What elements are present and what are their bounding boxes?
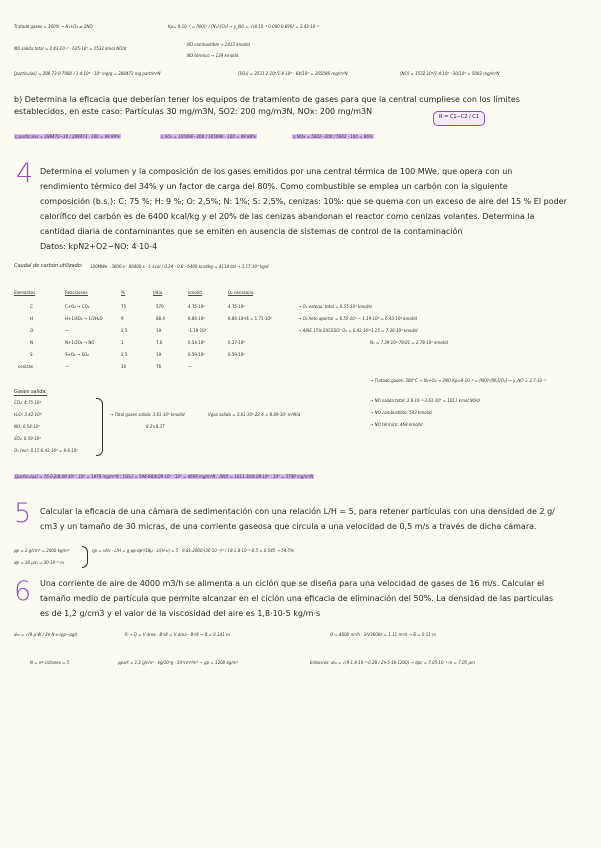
no-termico: → NO térmico: 468 kmol/d: [370, 422, 423, 427]
table-row-c-k: 4.75·10⁴: [188, 304, 205, 309]
table-row-h-o2: 6.84·10⁴/4 = 1.71·10⁴: [228, 316, 272, 321]
q4-line-4: calorífico del carbón es de 6400 kcal/kg y el 20% de las cenizas abandonan el reactor como cenizas volantes. Determina la: [40, 212, 535, 221]
table-row-c-pct: 75: [121, 304, 127, 309]
gases-total: → Total gases salida: 3.61·10⁵ kmol/d: [110, 412, 185, 417]
gas-o2-exceso: O₂ (ex): 0.15·6.43·10⁴ = 9.6·10³: [14, 448, 78, 453]
gas-h2o: H₂O: 3.42·10⁴: [14, 412, 42, 417]
caudal-value: 100MWe · 3600 s · 86400 s · 1 kcal / 0.34 · 0.8 · 6400 kcal/kg = 4118 t/d → 3.17·10⁶ kg/d: [90, 264, 269, 269]
efficiency-particles-text: η partículas = 288473−30 / 288473 · 100 = 99.99%: [15, 134, 120, 139]
gases-volume: Vgas salida = 3.61·10⁵·22.4 = 8.09·10⁶ m³N/d: [208, 412, 301, 417]
table-row-c-t: 570: [156, 304, 164, 309]
q4-line-6: Datos: kpN2+O2−NO: 4·10-4: [40, 242, 158, 251]
top-line-2b1: NO combustible → 1413 kmol/d: [187, 42, 250, 47]
table-row-ash-rx: —: [65, 364, 69, 369]
table-row-s-el: S: [30, 352, 33, 357]
table-header-o2: O₂ necesario: [228, 290, 254, 295]
gases-salida-label: Gases salida:: [14, 389, 48, 395]
efficiency-nox-text: η NOx = 5002−200 / 5002 · 100 = 96%: [293, 134, 373, 139]
tratado-gases: → Tratado gases: 300°C → N₂+O₂ → 2NO Kp=4·10⁻⁴ = [NO]²/[N₂][O₂] → y_NO = 2.7·10⁻³: [370, 378, 546, 383]
table-row-h-pct: 9: [121, 316, 124, 321]
top-line-1b: Kp= 4·10⁻² = [NO]² / [N₂]·[O₂] → y_NO = √(4·10⁻²·0.060·0.690) = 2.43·10⁻²: [168, 24, 319, 29]
table-row-h-el: H: [30, 316, 34, 321]
top-line-3c: [NO] = 1532·10⁸/1·4·10⁸ · 30/10³ = 5002 mg/m³N: [400, 71, 500, 76]
o2-stoich: → O₂ estequ. total = 6.55·10⁴ kmol/d: [298, 304, 372, 309]
table-row-ash-el: cenizas: [18, 364, 33, 369]
top-line-3b: [SO₂] = 3531·2·10⁸/1·4·10⁸ · 64/10³ = 165096 mg/m³N: [238, 71, 348, 76]
q4-line-5: cantidad diaria de contaminantes que se emiten en ausencia de sistemas de control de la contaminación: [40, 227, 463, 236]
q5-dp: dp = 30 μm = 30·10⁻⁶ m: [14, 560, 65, 565]
table-row-s-rx: S+O₂ → SO₂: [65, 352, 89, 357]
table-header-kmold: kmol/d: [188, 290, 202, 295]
table-row-c-rx: C+O₂ → CO₂: [65, 304, 90, 309]
efficiency-nox: [292, 134, 374, 139]
table-row-h-t: 68.4: [156, 316, 165, 321]
table-row-o-pct: 2.5: [121, 328, 128, 333]
question-4-number: 4: [16, 158, 34, 189]
table-row-h-k: 6.84·10⁴: [188, 316, 205, 321]
q6-flow: Q = 4000 m³/h · 1h/3600s = 1.11 m³/s → B = 0.11 m: [330, 632, 436, 637]
gas-co2: CO₂: 4.75·10⁴: [14, 400, 42, 405]
o2-net: → O₂ neto aportar = 6.55·10⁴ − 1.19·10³ = 6.43·10⁴ kmol/d: [298, 316, 417, 321]
gas-no: NO: 0.54·10³: [14, 424, 40, 429]
efficiency-formula-box: R = C1−C2 / C1: [433, 111, 485, 126]
table-row-s-pct: 2.5: [121, 352, 128, 357]
efficiency-particles: [14, 134, 121, 139]
no-combustible: → NO combustible: 543 kmol/d: [370, 410, 432, 415]
table-row-o-k: -1.19·10³: [188, 328, 207, 333]
q6-density: ρpart = 1.2 g/cm³ · kg/10³g · 10⁶cm³/m³ → ρp = 1200 kg/m³: [118, 660, 239, 665]
table-row-n-k: 0.54·10³: [188, 340, 205, 345]
q6-line-1: Una corriente de aire de 4000 m3/h se alimenta a un ciclón que se diseña para una velocidad de gases de 16 m/s. Calcular el: [40, 579, 545, 588]
q5-rho: ρp = 2 g/cm³ = 2000 kg/m³: [14, 548, 70, 553]
q6-line-3: es de 1,2 g/cm3 y el valor de la viscosidad del aire es 1,8·10-5 kg/m·s: [40, 609, 321, 618]
q4-line-1: Determina el volumen y la composición de los gases emitidos por una central térmica de 100 MWe, que opera con un: [40, 167, 513, 176]
top-line-3: [partículas] = 288·73·0.7900 / 1·4·10⁸ · 10⁶ mg/g = 288473 mg part/m³N: [14, 71, 161, 76]
q6-line-2: tamaño medio de partícula que permite alcanzar en el ciclón una eficacia de eliminación del 50%. La densidad de las partículas: [40, 594, 554, 603]
q5-brace: [82, 546, 88, 568]
table-row-s-k: 0.59·10³: [188, 352, 205, 357]
table-header-elementos: Elementos: [14, 290, 36, 295]
top-line-2a: NO salida total = 2.43·10⁻² · 625·10⁶ = 1532 kmol NO/d: [14, 46, 127, 51]
table-row-o-el: O: [30, 328, 34, 333]
table-row-ash-t: 76: [156, 364, 162, 369]
table-row-n-o2: 0.27·10³: [228, 340, 245, 345]
question-5-number: 5: [14, 498, 32, 529]
gases-brace: [96, 398, 103, 456]
table-row-s-t: 19: [156, 352, 162, 357]
table-row-n-t: 7.6: [156, 340, 163, 345]
table-row-n-pct: 1: [121, 340, 124, 345]
q5-line-1: Calcular la eficacia de una cámara de sedimentación con una relación L/H = 5, para retener partículas con una densidad de 2 g/: [40, 507, 555, 516]
q6-area: R → Q = V·área · B²/4 = V·área · B²/4 → B = 0.141 m: [125, 632, 230, 637]
top-line-1a: Tratado gases = 300% → N₂+O₂ ⇌ 2NO: [14, 24, 93, 29]
q5-efficiency: ηp = vt/v · L/H = g·ρp·dp²/18μ · L/(H·v) = 5 · 9.81·2000·(30·10⁻⁶)² / 18·1.8·10⁻⁵·0.5 = 0.545 → 54.5%: [92, 548, 294, 553]
table-row-c-el: C: [30, 304, 33, 309]
efficiency-so2-text: η SO₂ = 165096−200 / 165096 · 100 = 99.88%: [161, 134, 257, 139]
n2-amount: N₂ = 7.39·10⁴·79/21 = 2.78·10⁵ kmol/d: [370, 340, 448, 345]
q6-ncyclones: N = nº ciclones = 5: [30, 660, 70, 665]
q6-d50-formula: d₅₀ = √(9·μ·W / 2π·N·v·(ρp−ρg)): [14, 632, 78, 637]
gases-eq: 8.2×8.3T: [146, 424, 165, 429]
table-row-c-o2: 4.75·10⁴: [228, 304, 245, 309]
q4-line-3: composición (b.s.): C: 75 %; H: 9 %; O: 2,5%; N: 1%; S: 2,5%, cenizas: 10%: que se quema con un exceso de aire del 15 % El poder: [40, 197, 567, 206]
no-total: → NO salida total: 2.8·10⁻³·3.61·10⁵ = 1011 kmol NO/d: [370, 398, 480, 403]
q5-line-2: cm3 y un tamaño de 30 micras, de una corriente gaseosa que circula a una velocidad de 0,5 m/s a través de dicha cámara.: [40, 522, 537, 531]
caudal-label: Caudal de carbón utilizado:: [14, 263, 83, 269]
partb-text-1: b) Determina la eficacia que deberían tener los equipos de tratamiento de gases para que la central cumpliese con los límites: [14, 95, 520, 104]
table-row-n-el: N: [30, 340, 33, 345]
table-row-o-rx: —: [65, 328, 69, 333]
table-header-reacciones: Reacciones: [65, 290, 88, 295]
efficiency-so2: [160, 134, 257, 139]
concentrations-text: [partículas] = 76·0.2/8.09·10⁶ · 10⁹ = 1879 mg/m³N ; [SO₂] = 594·64/8.09·10⁶ · 10⁶ = 4699 mg/m³N ; [NO] = 1011·30/8.09·10⁶ · 10⁶ = 3749 mg/m³N: [15, 474, 314, 479]
q4-line-2: rendimiento térmico del 34% y un factor de carga del 80%. Como combustible se emplea un carbón con la siguiente: [40, 182, 508, 191]
table-row-ash-k: —: [188, 364, 192, 369]
air-excess: → AIRE 15% EXCESO: O₂ = 6.43·10⁴·1.15 = 7.39·10⁴ kmol/d: [298, 328, 418, 333]
table-row-s-o2: 0.59·10³: [228, 352, 245, 357]
table-row-h-rx: H+1/4O₂ → 1/2H₂O: [65, 316, 103, 321]
top-line-2b2: NO térmico → 139 kmol/d: [187, 53, 239, 58]
table-header-percent: %: [121, 290, 125, 295]
gas-so2: SO₂: 0.59·10³: [14, 436, 41, 441]
partb-text-2: establecidos, en este caso: Partículas 30 mg/m3N, SO2: 200 mg/m3N, NOx: 200 mg/m3N: [14, 107, 373, 116]
table-row-ash-pct: 10: [121, 364, 127, 369]
q6-result: Entonces: d₅₀ = √(9·1.8·10⁻⁵·0.28 / 2π·5·16·1200) → dpc = 7.05·10⁻⁶ m = 7.05 μm: [310, 660, 475, 665]
table-row-n-rx: N+1/2O₂ → NO: [65, 340, 95, 345]
concentrations-line: [14, 474, 314, 479]
question-6-number: 6: [14, 576, 32, 607]
table-header-tdia: t/día: [153, 290, 163, 295]
table-row-o-t: 19: [156, 328, 162, 333]
